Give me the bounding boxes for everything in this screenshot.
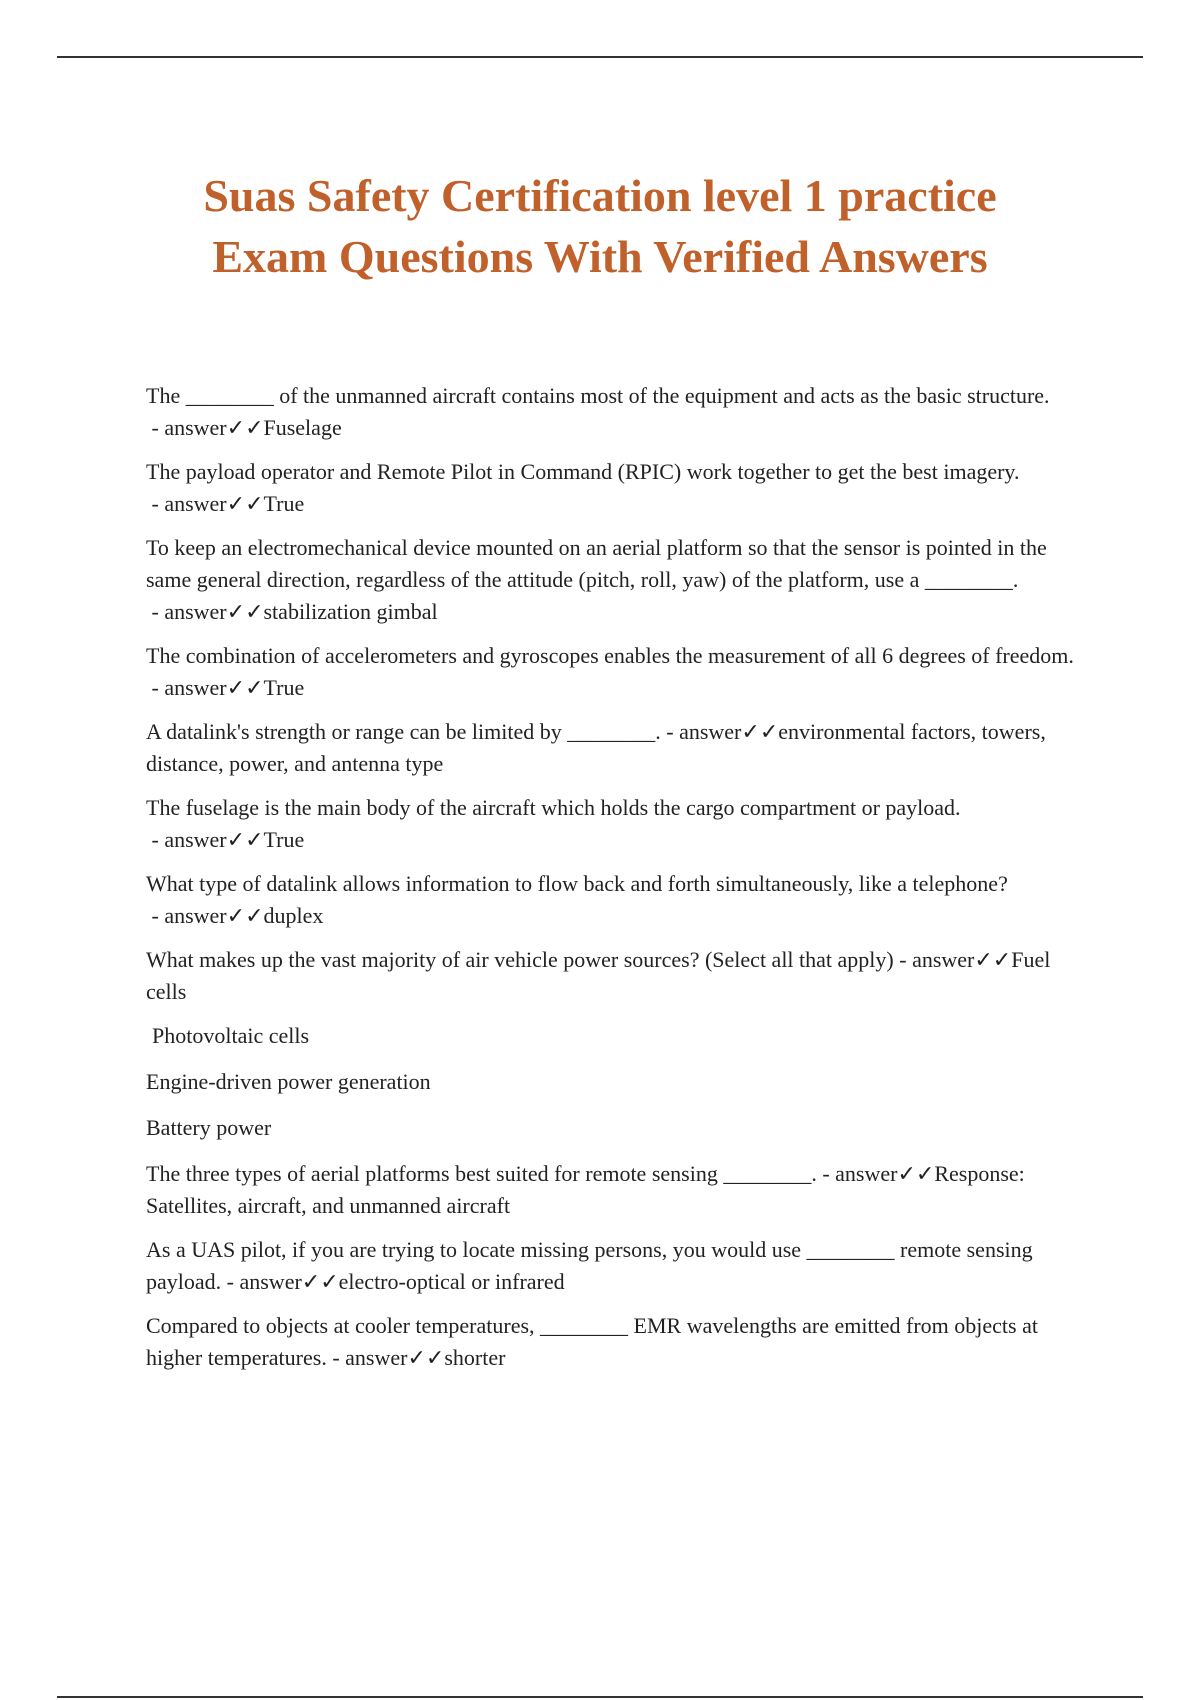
title-line-1: Suas Safety Certification level 1 practice: [203, 170, 997, 221]
question-text: The ________ of the unmanned aircraft contains most of the equipment and acts as the basic structure.: [146, 383, 1050, 408]
question-text: As a UAS pilot, if you are trying to locate missing persons, you would use ________ remote sensing payload.: [146, 1237, 1033, 1294]
answer-prefix: answer✓✓: [164, 827, 264, 852]
page-title: [100, 165, 1100, 287]
question-text: What type of datalink allows information to flow back and forth simultaneously, like a telephone?: [146, 871, 1008, 896]
answer-text: electro-optical or infrared: [338, 1269, 565, 1294]
qa-item: As a UAS pilot, if you are trying to locate missing persons, you would use ________ remote sensing payload. - answer✓✓electro-optical or infrared: [146, 1237, 1033, 1294]
answer-text: True: [263, 827, 305, 852]
answer-text: Response: Satellites, aircraft, and unmanned aircraft: [146, 1161, 1025, 1218]
answer-prefix: answer✓✓: [164, 491, 264, 516]
question-text: A datalink's strength or range can be limited by ________.: [146, 719, 661, 744]
question-text: The fuselage is the main body of the aircraft which holds the cargo compartment or payload.: [146, 795, 961, 820]
qa-item: The combination of accelerometers and gyroscopes enables the measurement of all 6 degrees of freedom. - answer✓✓True: [146, 643, 1074, 700]
qa-item: The three types of aerial platforms best suited for remote sensing ________. - answer✓✓Response: Satellites, aircraft, and unmanned aircraft: [146, 1161, 1025, 1218]
qa-item: The fuselage is the main body of the aircraft which holds the cargo compartment or payload. - answer✓✓True: [146, 795, 961, 852]
qa-item: The ________ of the unmanned aircraft contains most of the equipment and acts as the basic structure. - answer✓✓Fuselage: [146, 383, 1050, 440]
answer-prefix: answer✓✓: [679, 719, 779, 744]
answer-prefix: answer✓✓: [164, 903, 264, 928]
answer-prefix: answer✓✓: [345, 1345, 445, 1370]
question-text: The combination of accelerometers and gyroscopes enables the measurement of all 6 degrees of freedom.: [146, 643, 1074, 668]
top-rule: [57, 56, 1143, 58]
answer-text: Fuselage: [263, 415, 342, 440]
answer-extra-line: Engine-driven power generation: [146, 1069, 431, 1094]
answer-text: stabilization gimbal: [263, 599, 438, 624]
answer-text: True: [263, 675, 305, 700]
answer-text: duplex: [263, 903, 324, 928]
answer-prefix: answer✓✓: [912, 947, 1012, 972]
answer-prefix: answer✓✓: [239, 1269, 339, 1294]
qa-item: Compared to objects at cooler temperatures, ________ EMR wavelengths are emitted from objects at higher temperatures. - answer✓✓shorter: [146, 1313, 1038, 1370]
qa-item: What makes up the vast majority of air vehicle power sources? (Select all that apply) - answer✓✓Fuel cells: [146, 947, 1051, 1004]
question-text: The three types of aerial platforms best suited for remote sensing ________.: [146, 1161, 817, 1186]
answer-extra-line: Battery power: [146, 1115, 272, 1140]
answer-extra-line: Photovoltaic cells: [152, 1023, 310, 1048]
answer-text: Fuel cells: [146, 947, 1051, 1004]
answer-prefix: answer✓✓: [164, 599, 264, 624]
answer-text: True: [263, 491, 305, 516]
bottom-rule: [57, 1696, 1143, 1698]
answer-text: environmental factors, towers, distance, power, and antenna type: [146, 719, 1046, 776]
question-text: To keep an electromechanical device mounted on an aerial platform so that the sensor is pointed in the same general direction, regardless of the attitude (pitch, roll, yaw) of the platform, use a ________.: [146, 535, 1047, 592]
question-text: Compared to objects at cooler temperatures, ________ EMR wavelengths are emitted from objects at higher temperatures.: [146, 1313, 1038, 1370]
answer-text: shorter: [444, 1345, 506, 1370]
qa-item: The payload operator and Remote Pilot in Command (RPIC) work together to get the best imagery. - answer✓✓True: [146, 459, 1020, 516]
answer-prefix: answer✓✓: [835, 1161, 935, 1186]
qa-item: A datalink's strength or range can be limited by ________. - answer✓✓environmental factors, towers, distance, power, and antenna type: [146, 719, 1046, 776]
qa-item: To keep an electromechanical device mounted on an aerial platform so that the sensor is pointed in the same general direction, regardless of the attitude (pitch, roll, yaw) of the platform, use a ________. - answer✓✓stabilization gimbal: [146, 535, 1047, 624]
qa-item: What type of datalink allows information to flow back and forth simultaneously, like a telephone? - answer✓✓duplex: [146, 871, 1008, 928]
answer-prefix: answer✓✓: [164, 415, 264, 440]
question-text: The payload operator and Remote Pilot in Command (RPIC) work together to get the best imagery.: [146, 459, 1020, 484]
question-text: What makes up the vast majority of air vehicle power sources? (Select all that apply): [146, 947, 894, 972]
title-line-2: Exam Questions With Verified Answers: [212, 231, 988, 282]
answer-prefix: answer✓✓: [164, 675, 264, 700]
qa-list: [146, 380, 1086, 1386]
